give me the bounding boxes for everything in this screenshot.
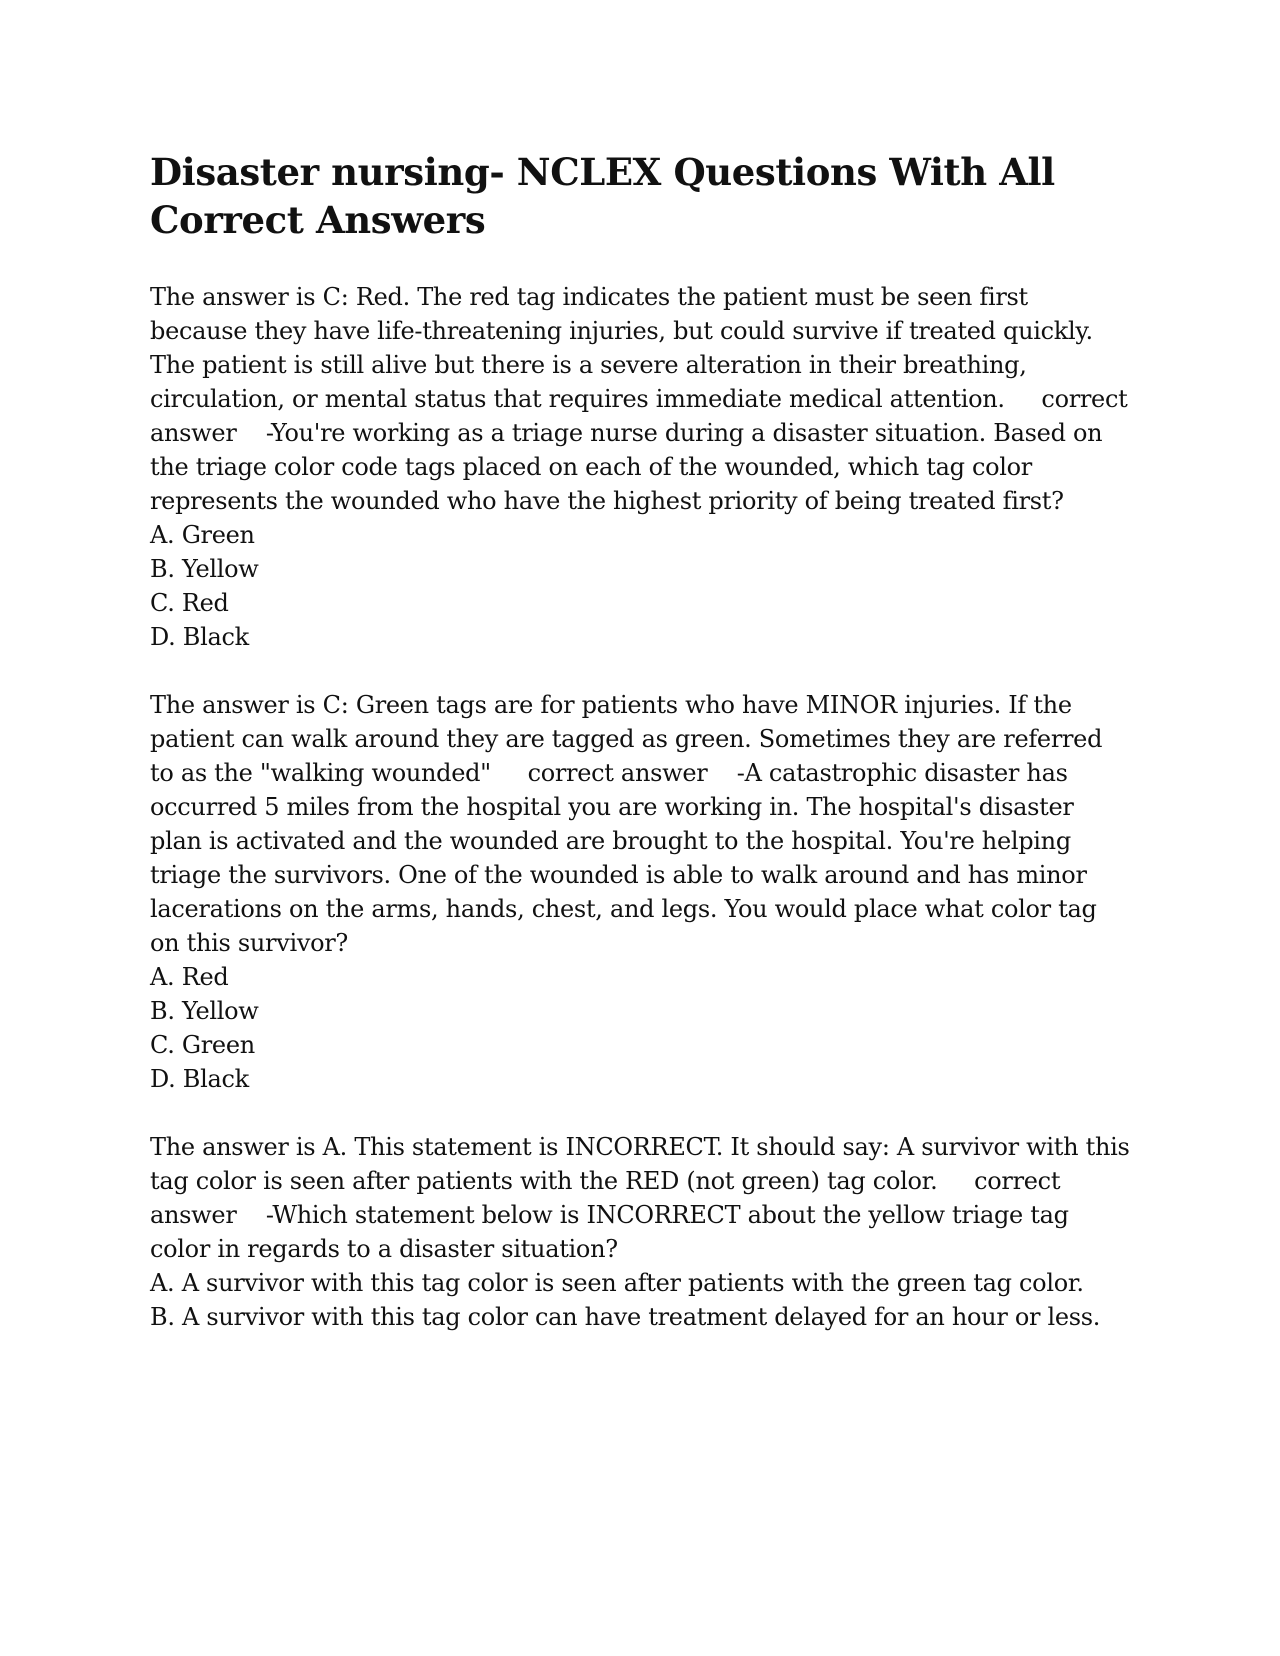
qa-paragraph (150, 280, 1135, 518)
qa-item-1 (150, 280, 1135, 654)
options-list (150, 518, 1130, 654)
answer-text: The answer is A. This statement is INCORRECT. It should say: A survivor with this tag color is seen after patients with the RED (not green) tag color. (150, 1133, 1137, 1195)
question-text: -A catastrophic disaster has occurred 5 miles from the hospital you are working in. The hospital's disaster plan is activated and the wounded are brought to the hospital. You're helping triage the survivors. One of the wounded is able to walk around and has minor lacerations on the arms, hands, chest, and legs. You would place what color tag on this survivor? (150, 759, 1104, 957)
answer-text: The answer is C: Green tags are for patients who have MINOR injuries. If the patient can walk around they are tagged as green. Sometimes they are referred to as the "walking wounded" (150, 691, 1110, 787)
correct-answer-separator: correct answer (150, 385, 1135, 447)
qa-paragraph (150, 1130, 1137, 1266)
correct-answer-separator: correct answer (150, 1167, 1068, 1229)
question-text: -Which statement below is INCORRECT about the yellow triage tag color in regards to a disaster situation? (150, 1201, 1077, 1263)
option-item: A. Green (150, 521, 255, 549)
option-item: A. A survivor with this tag color is seen after patients with the green tag color. (150, 1269, 1084, 1297)
option-item: C. Green (150, 1031, 255, 1059)
option-item: D. Black (150, 1065, 249, 1093)
correct-answer-separator: correct answer (527, 759, 708, 787)
option-item: A. Red (150, 963, 229, 991)
options-list (150, 1266, 1130, 1334)
qa-item-2 (150, 688, 1130, 1096)
document-title: Disaster nursing- NCLEX Questions With All Correct Answers (150, 150, 1055, 242)
answer-text: The answer is C: Red. The red tag indicates the patient must be seen first because they have life-threatening injuries, but could survive if treated quickly. The patient is still alive but there is a severe alteration in their breathing, circulation, or mental status that requires immediate medical attention. (150, 283, 1101, 413)
qa-item-3 (150, 1130, 1137, 1334)
option-item: B. A survivor with this tag color can have treatment delayed for an hour or less. (150, 1303, 1101, 1331)
qa-paragraph (150, 688, 1130, 960)
option-item: C. Red (150, 589, 229, 617)
option-item: B. Yellow (150, 555, 259, 583)
option-item: D. Black (150, 623, 249, 651)
options-list (150, 960, 1130, 1096)
option-item: B. Yellow (150, 997, 259, 1025)
document-page (150, 148, 1137, 1368)
question-text: -You're working as a triage nurse during a disaster situation. Based on the triage color code tags placed on each of the wounded, which tag color represents the wounded who have the highest priority of being treated first? (150, 419, 1110, 515)
